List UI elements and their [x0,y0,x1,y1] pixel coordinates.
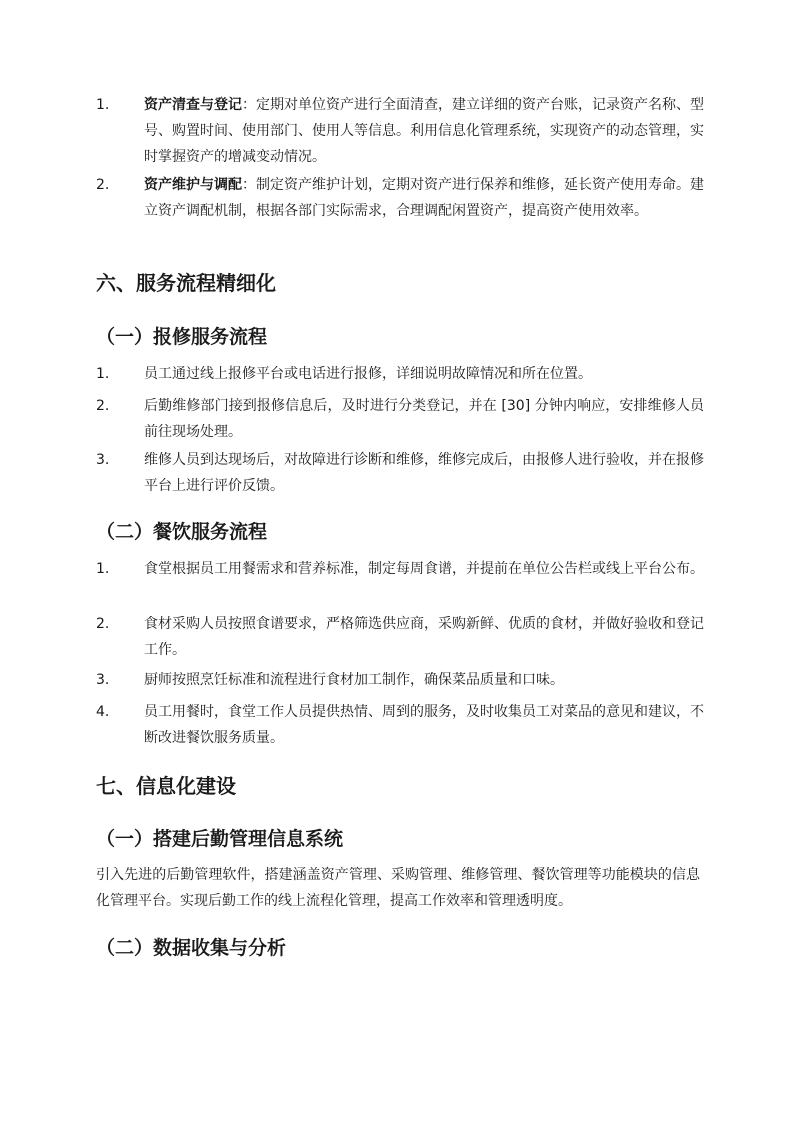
list-number: 1. [96,561,110,577]
list-text: 食堂根据员工用餐需求和营养标准，制定每周食谱，并提前在单位公告栏或线上平台公布。 [144,561,704,577]
list-number: 2. [96,177,110,193]
list-number: 2. [96,398,110,414]
list-item-title: 资产维护与调配 [144,177,242,193]
subsection-heading: （二）数据收集与分析 [96,937,287,959]
list-item [96,361,706,387]
list-item [96,447,706,499]
list-item [96,699,706,751]
list-number: 1. [96,366,110,382]
list-item-title: 资产清查与登记 [144,97,242,113]
list-text [144,172,704,224]
list-item [96,667,706,693]
list-number: 2. [96,616,110,632]
list-number: 3. [96,672,110,688]
section-heading: 七、信息化建设 [96,774,236,798]
list-item [96,92,706,170]
list-text: 维修人员到达现场后，对故障进行诊断和维修，维修完成后，由报修人进行验收，并在报修平台上进行评价反馈。 [144,452,704,494]
subsection-heading: （二）餐饮服务流程 [96,521,268,543]
section-heading: 六、服务流程精细化 [96,271,276,295]
list-item [96,172,706,224]
list-item [96,556,706,582]
subsection-heading: （一）报修服务流程 [96,326,268,348]
list-text: 员工用餐时，食堂工作人员提供热情、周到的服务，及时收集员工对菜品的意见和建议，不断改进餐饮服务质量。 [144,704,704,746]
list-number: 1. [96,97,110,113]
list-number: 3. [96,452,110,468]
subsection-heading: （一）搭建后勤管理信息系统 [96,828,344,850]
list-text: 后勤维修部门接到报修信息后，及时进行分类登记，并在 [30] 分钟内响应，安排维修人员前往现场处理。 [144,398,704,440]
list-text: 员工通过线上报修平台或电话进行报修，详细说明故障情况和所在位置。 [144,366,592,382]
list-number: 4. [96,704,110,720]
list-text [144,92,704,170]
paragraph: 引入先进的后勤管理软件，搭建涵盖资产管理、采购管理、维修管理、餐饮管理等功能模块的信息化管理平台。实现后勤工作的线上流程化管理，提高工作效率和管理透明度。 [96,867,700,909]
list-item-body: ：制定资产维护计划，定期对资产进行保养和维修，延长资产使用寿命。建立资产调配机制，根据各部门实际需求，合理调配闲置资产，提高资产使用效率。 [144,177,704,219]
list-item [96,393,706,445]
list-text: 食材采购人员按照食谱要求，严格筛选供应商，采购新鲜、优质的食材，并做好验收和登记工作。 [144,616,704,658]
list-item [96,611,706,663]
list-item-body: ：定期对单位资产进行全面清查，建立详细的资产台账，记录资产名称、型号、购置时间、使用部门、使用人等信息。利用信息化管理系统，实现资产的动态管理，实时掌握资产的增减变动情况。 [144,97,704,165]
list-text: 厨师按照烹饪标准和流程进行食材加工制作，确保菜品质量和口味。 [144,672,564,688]
